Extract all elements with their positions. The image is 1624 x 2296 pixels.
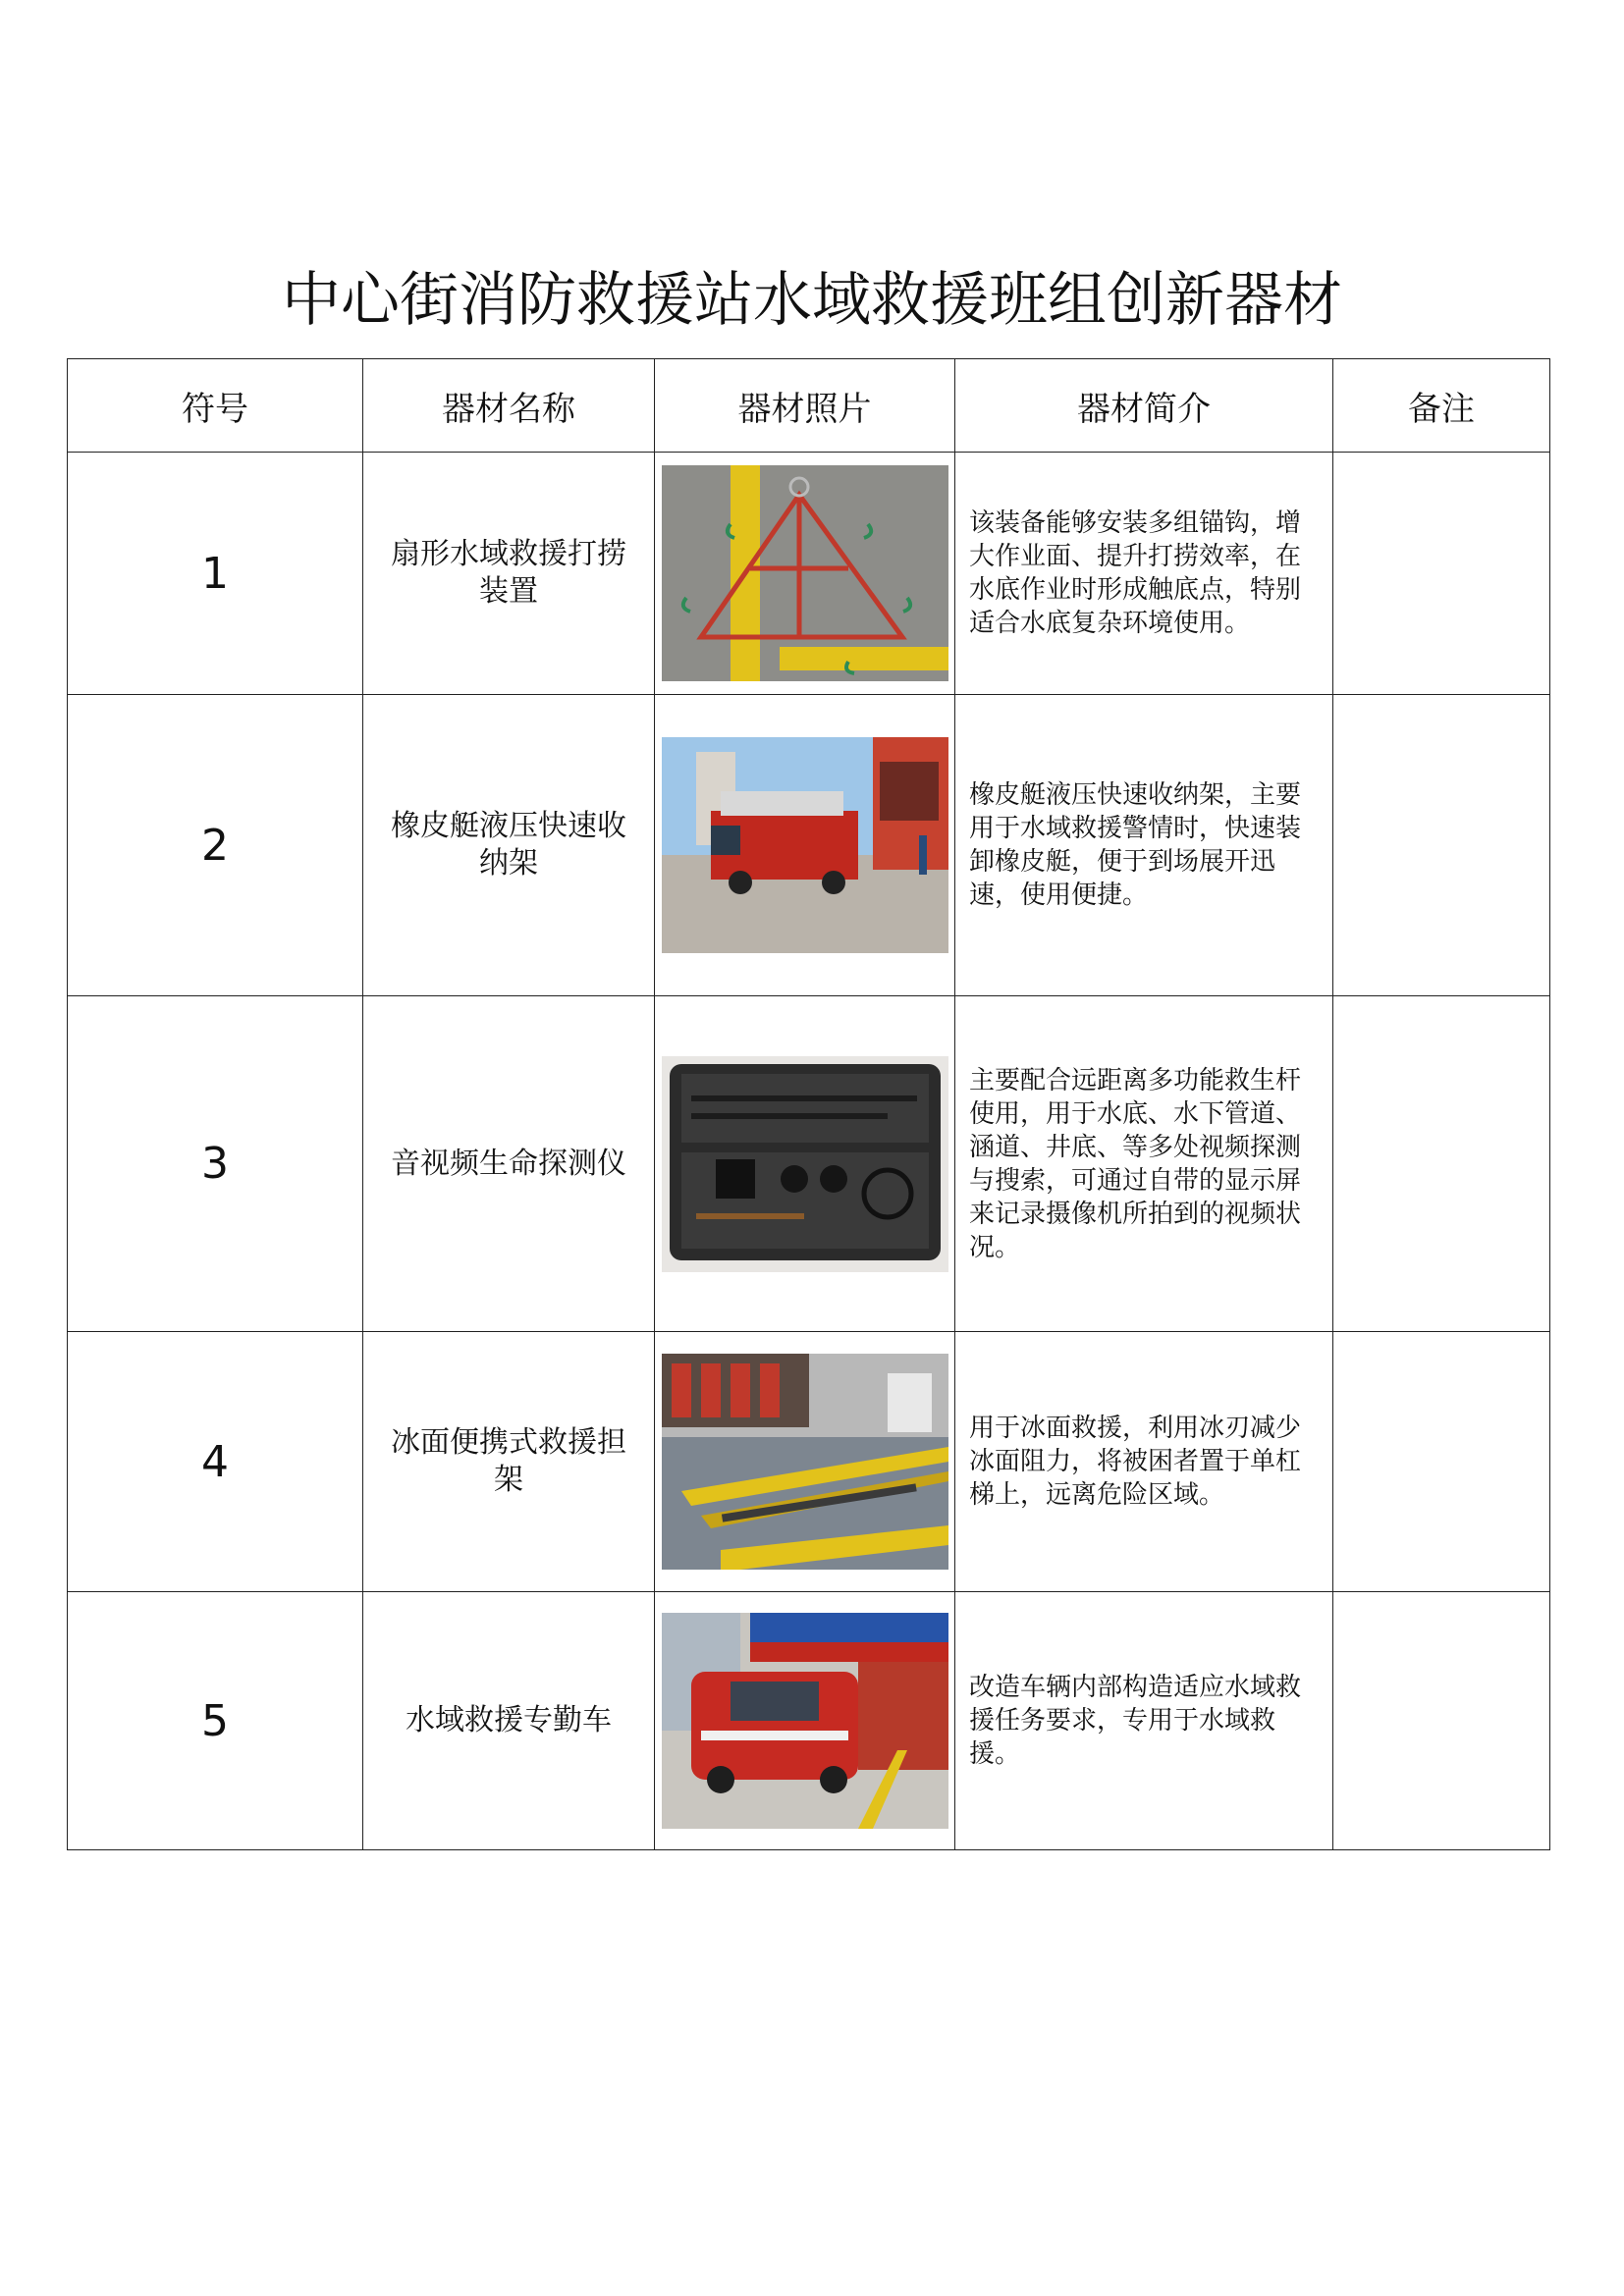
row-number: 4 <box>68 1332 363 1592</box>
table-row <box>68 1332 1550 1592</box>
equipment-photo-cell <box>655 695 955 996</box>
row-number: 3 <box>68 996 363 1332</box>
equipment-photo-cell <box>655 453 955 695</box>
row-number: 5 <box>68 1592 363 1850</box>
equipment-description: 用于冰面救援，利用冰刃减少冰面阻力，将被困者置于单杠梯上，远离危险区域。 <box>955 1332 1333 1592</box>
equipment-description: 橡皮艇液压快速收纳架，主要用于水域救援警情时，快速装卸橡皮艇，便于到场展开迅速，使用便捷。 <box>955 695 1333 996</box>
equipment-name: 冰面便携式救援担架 <box>363 1332 655 1592</box>
equipment-photo-cell <box>655 1332 955 1592</box>
equipment-note <box>1333 1592 1550 1850</box>
table-row <box>68 1592 1550 1850</box>
detector-case-photo <box>662 1056 948 1272</box>
equipment-note <box>1333 695 1550 996</box>
header-photo: 器材照片 <box>655 359 955 453</box>
page-title: 中心街消防救援站水域救援班组创新器材 <box>282 266 1342 336</box>
equipment-table <box>67 358 1550 1850</box>
equipment-description: 主要配合远距离多功能救生杆使用，用于水底、水下管道、涵道、井底、等多处视频探测与搜索，可通过自带的显示屏来记录摄像机所拍到的视频状况。 <box>955 996 1333 1332</box>
equipment-note <box>1333 996 1550 1332</box>
header-no: 符号 <box>68 359 363 453</box>
table-row <box>68 996 1550 1332</box>
table-row <box>68 453 1550 695</box>
equipment-name: 扇形水域救援打捞装置 <box>363 453 655 695</box>
equipment-photo-cell <box>655 996 955 1332</box>
equipment-note <box>1333 1332 1550 1592</box>
table-header-row <box>68 359 1550 453</box>
row-number: 2 <box>68 695 363 996</box>
header-desc: 器材简介 <box>955 359 1333 453</box>
ice-stretcher-photo <box>662 1354 948 1570</box>
fire-truck-photo <box>662 737 948 953</box>
rescue-van-photo <box>662 1613 948 1829</box>
header-name: 器材名称 <box>363 359 655 453</box>
equipment-name: 水域救援专勤车 <box>363 1592 655 1850</box>
triangle-grapple-frame-photo <box>662 465 948 681</box>
equipment-photo-cell <box>655 1592 955 1850</box>
equipment-name: 音视频生命探测仪 <box>363 996 655 1332</box>
equipment-note <box>1333 453 1550 695</box>
row-number: 1 <box>68 453 363 695</box>
table-row <box>68 695 1550 996</box>
header-note: 备注 <box>1333 359 1550 453</box>
equipment-name: 橡皮艇液压快速收纳架 <box>363 695 655 996</box>
equipment-description: 改造车辆内部构造适应水域救援任务要求，专用于水域救援。 <box>955 1592 1333 1850</box>
equipment-description: 该装备能够安装多组锚钩，增大作业面、提升打捞效率，在水底作业时形成触底点，特别适合水底复杂环境使用。 <box>955 453 1333 695</box>
